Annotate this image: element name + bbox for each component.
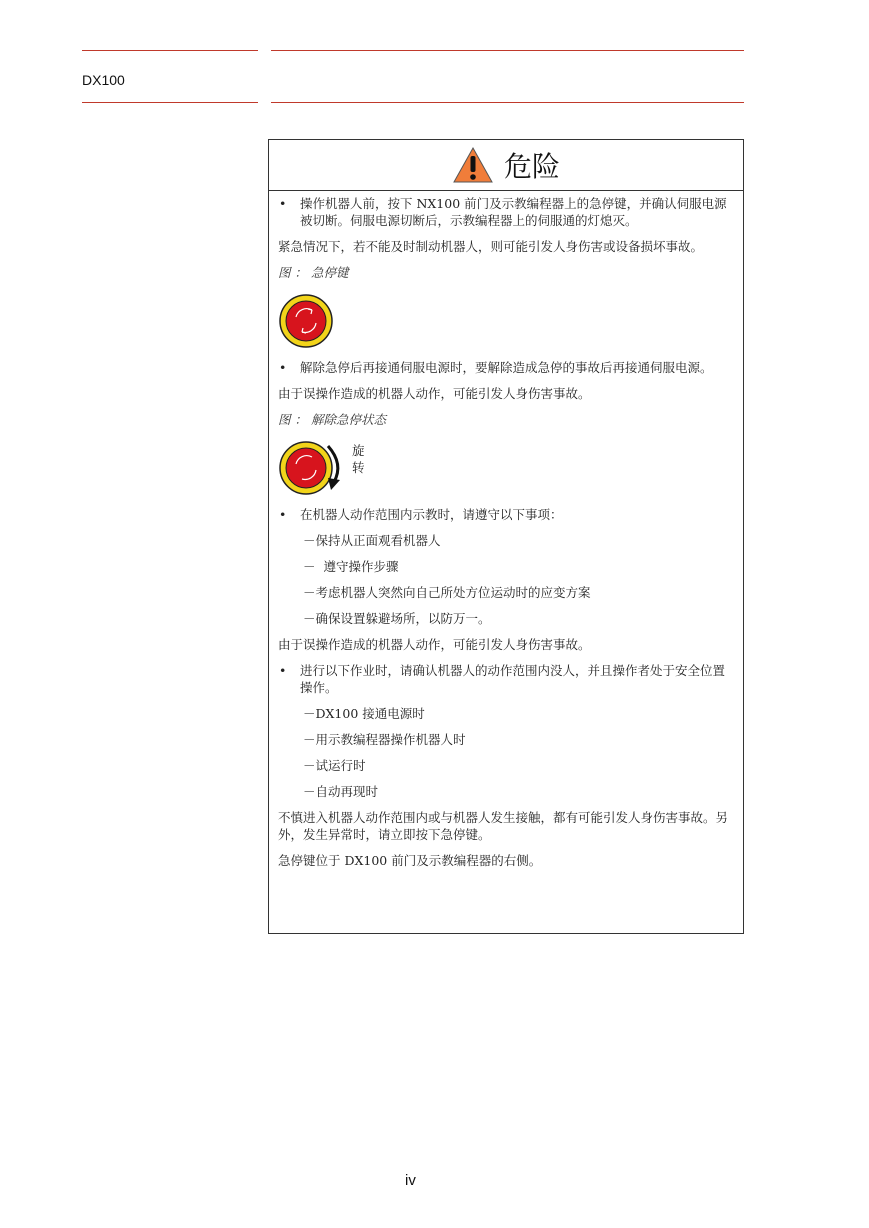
header-rule-bottom-right	[271, 102, 744, 103]
sub-item: －保持从正面观看机器人	[303, 533, 441, 548]
rotate-label-char: 转	[352, 460, 365, 475]
figure-caption: 图 ： 解除急停状态	[278, 412, 386, 427]
sub-item: － 遵守操作步骤	[303, 559, 399, 574]
bullet-mark: •	[279, 360, 287, 375]
danger-content	[269, 191, 743, 869]
danger-header	[269, 140, 743, 191]
rotate-label-char: 旋	[352, 443, 365, 458]
header-rule-bottom-left	[82, 102, 258, 103]
emergency-stop-rotate-icon	[278, 440, 350, 496]
sub-item: －DX100 接通电源时	[303, 706, 425, 721]
header-rule-top-left	[82, 50, 258, 51]
paragraph: 紧急情况下，若不能及时制动机器人，则可能引发人身伤害或设备损坏事故。	[278, 239, 704, 254]
sub-item: －试运行时	[303, 758, 366, 773]
sub-item: －考虑机器人突然向自己所处方位运动时的应变方案	[303, 585, 591, 600]
paragraph: 急停键位于 DX100 前门及示教编程器的右侧。	[278, 853, 542, 868]
bullet-text: 解除急停后再接通伺服电源时，要解除造成急停的事故后再接通伺服电源。	[300, 360, 713, 375]
bullet-mark: •	[279, 196, 287, 211]
danger-title: 危险	[503, 150, 560, 183]
bullet-text: 在机器人动作范围内示教时，请遵守以下事项：	[300, 507, 563, 522]
emergency-stop-icon	[278, 293, 334, 349]
bullet-item	[278, 662, 733, 696]
paragraph: 由于误操作造成的机器人动作，可能引发人身伤害事故。	[278, 637, 591, 652]
page-number: iv	[405, 1172, 416, 1189]
paragraph: 由于误操作造成的机器人动作，可能引发人身伤害事故。	[278, 386, 591, 401]
bullet-item	[278, 506, 733, 523]
figure-caption: 图 ： 急停键	[278, 265, 349, 280]
rotate-label	[352, 442, 365, 476]
bullet-mark: •	[279, 663, 287, 678]
header-model: DX100	[82, 72, 125, 88]
sub-item: －用示教编程器操作机器人时	[303, 732, 466, 747]
sub-item: －自动再现时	[303, 784, 379, 799]
danger-box	[268, 139, 744, 934]
paragraph: 不慎进入机器人动作范围内或与机器人发生接触，都有可能引发人身伤害事故。另外，发生异常时，请立即按下急停键。	[278, 810, 729, 842]
bullet-mark: •	[279, 507, 287, 522]
bullet-item	[278, 195, 733, 229]
sub-item: －确保设置躲避场所，以防万一。	[303, 611, 491, 626]
bullet-text: 操作机器人前，按下 NX100 前门及示教编程器上的急停键，并确认伺服电源被切断。伺服电源切断后，示教编程器上的伺服通的灯熄灭。	[300, 196, 727, 228]
bullet-text: 进行以下作业时，请确认机器人的动作范围内没人，并且操作者处于安全位置操作。	[300, 663, 726, 695]
bullet-item	[278, 359, 733, 376]
header-rule-top-right	[271, 50, 744, 51]
warning-triangle-icon	[452, 146, 494, 184]
release-figure	[278, 440, 733, 496]
